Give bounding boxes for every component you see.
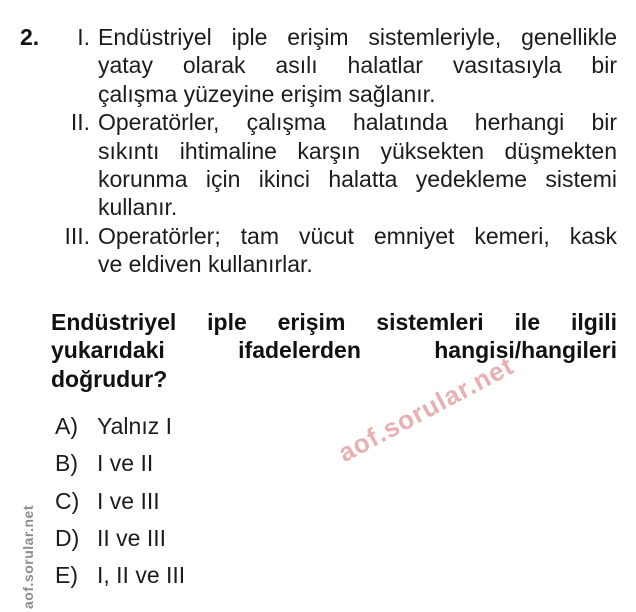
statement-numeral: II.: [70, 109, 90, 136]
option-b: [55, 445, 455, 482]
statement-line: çalışma yüzeyine erişim sağlanır.: [98, 80, 436, 107]
question-line: Endüstriyel iple erişim sistemleri ile ilgili: [51, 309, 617, 335]
statement-line: sıkıntı ihtimaline karşın yüksekten düşmekten: [98, 137, 617, 164]
option-letter: D): [55, 524, 80, 551]
option-letter: B): [55, 450, 78, 477]
statement-text: [98, 23, 617, 108]
option-c: [55, 483, 455, 520]
question-number: 2.: [20, 24, 40, 50]
statement-line: korunma için ikinci halatta yedekleme sistemi: [98, 166, 617, 193]
option-letter: A): [55, 413, 78, 439]
option-text: I, II ve III: [97, 562, 186, 589]
option-d: [55, 520, 455, 557]
option-a: [55, 408, 455, 445]
watermark-vertical: aof.sorular.net: [20, 505, 36, 609]
statement-list: [50, 23, 617, 279]
option-text: Yalnız I: [97, 413, 172, 439]
option-text: I ve III: [97, 487, 160, 514]
option-text: I ve II: [97, 450, 154, 477]
options-list: [55, 408, 455, 594]
statement-line: Operatörler, çalışma halatında herhangi bir: [98, 109, 617, 136]
statement-line: yatay olarak asılı halatlar vasıtasıyla bir: [98, 52, 617, 79]
statement-line: ve eldiven kullanırlar.: [98, 251, 313, 278]
statement-item-3: [50, 222, 617, 279]
statement-text: [98, 108, 617, 222]
statement-line: Endüstriyel iple erişim sistemleriyle, genellikle: [98, 24, 617, 50]
option-letter: C): [55, 487, 80, 514]
question-line: doğrudur?: [51, 365, 168, 392]
watermark-diagonal: aof.sorular.net: [333, 350, 519, 468]
statement-item-2: [50, 108, 617, 222]
question-line: yukarıdaki ifadelerden hangisi/hangileri: [51, 337, 617, 364]
option-e: [55, 557, 455, 594]
statement-line: kullanır.: [98, 194, 178, 221]
statement-text: [98, 222, 617, 279]
statement-item-1: [50, 23, 617, 108]
statement-line: Operatörler; tam vücut emniyet kemeri, kask: [98, 222, 617, 249]
option-text: II ve III: [97, 524, 167, 551]
statement-numeral: III.: [64, 222, 90, 249]
statement-numeral: I.: [77, 24, 90, 50]
question-text: [51, 308, 617, 393]
option-letter: E): [55, 562, 78, 589]
